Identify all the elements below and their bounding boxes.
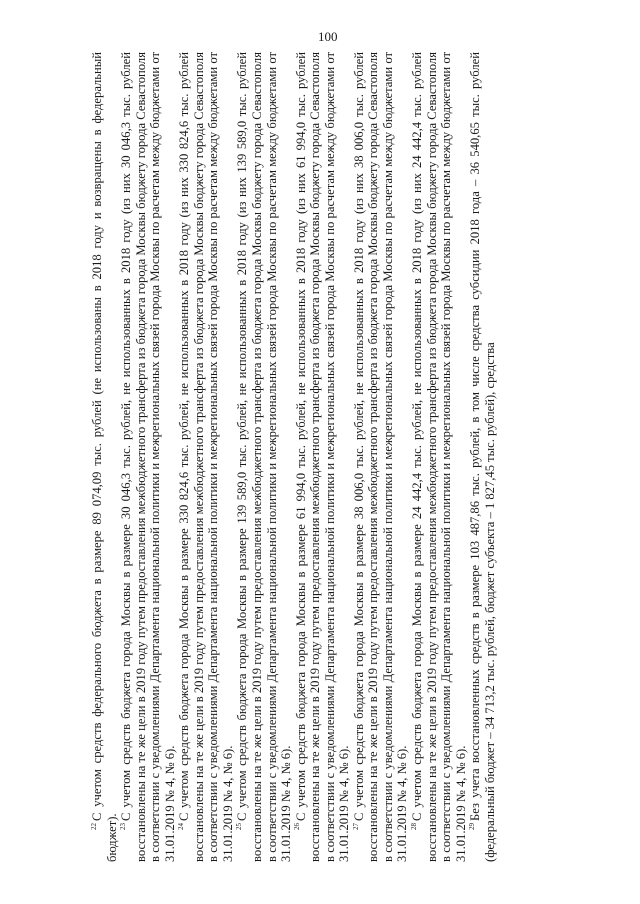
footnote-29 — [468, 52, 497, 862]
footnote-24 — [177, 52, 235, 862]
footnotes-block — [90, 52, 560, 862]
footnote-28 — [410, 52, 468, 862]
footnote-number: 28 — [409, 823, 418, 830]
footnote-26 — [294, 52, 352, 862]
footnote-text: Без учета восстановленных средств в размере 103 487,86 тыс. рублей, в том числе средства субсидии 2018 года – 36 540,65 тыс. рублей (федеральный бюджет – 34 713,2 тыс. рублей, бюджет субъекта – 1 827,45 тыс. рублей), средства — [468, 52, 497, 862]
footnote-text: С учетом средств бюджета города Москвы в размере 139 589,0 тыс. рублей, не использованных в 2018 году (из них 139 589,0 тыс. рублей восстановлены на те же цели в 2019 году путем предоставления межбюджетного трансферта из бюджета города Москвы бюджету города Севастополя в соответствии с уведомлениями Департамента национальной политики и межрегиональных связей города Москвы по расчетам между бюджетами от 31.01.2019 № 4, № 6). — [235, 52, 294, 862]
footnote-23 — [119, 52, 177, 862]
footnote-text: С учетом средств бюджета города Москвы в размере 330 824,6 тыс. рублей, не использованных в 2018 году (из них 330 824,6 тыс. рублей восстановлены на те же цели в 2019 году путем предоставления межбюджетного трансферта из бюджета города Москвы бюджету города Севастополя в соответствии с уведомлениями Департамента национальной политики и межрегиональных связей города Москвы по расчетам между бюджетами от 31.01.2019 № 4, № 6). — [177, 52, 235, 862]
footnote-number: 23 — [118, 823, 127, 830]
footnote-text: С учетом средств бюджета города Москвы в размере 61 994,0 тыс. рублей, не использованных в 2018 году (из них 61 994,0 тыс. рублей восстановлены на те же цели в 2019 году путем предоставления межбюджетного трансферта из бюджета города Москвы бюджету города Севастополя в соответствии с уведомлениями Департамента национальной политики и межрегиональных связей города Москвы по расчетам между бюджетами от 31.01.2019 № 4, № 6). — [293, 52, 352, 862]
footnote-number: 25 — [235, 823, 244, 830]
footnote-22 — [90, 52, 119, 862]
footnote-text: С учетом средств бюджета города Москвы в размере 38 006,0 тыс. рублей, не использованных в 2018 году (из них 38 006,0 тыс. рублей восстановлены на те же цели в 2019 году путем предоставления межбюджетного трансферта из бюджета города Москвы бюджету города Севастополя в соответствии с уведомлениями Департамента национальной политики и межрегиональных связей города Москвы по расчетам между бюджетами от 31.01.2019 № 4, № 6). — [351, 52, 410, 862]
footnote-number: 22 — [89, 823, 98, 830]
footnote-number: 24 — [177, 823, 186, 830]
footnote-number: 26 — [293, 823, 302, 830]
page-number: 100 — [318, 29, 338, 44]
footnote-27 — [352, 52, 410, 862]
footnote-text: С учетом средств бюджета города Москвы в размере 30 046,3 тыс. рублей, не использованных в 2018 году (из них 30 046,3 тыс. рублей восстановлены на те же цели в 2019 году путем предоставления межбюджетного трансферта из бюджета города Москвы бюджету города Севастополя в соответствии с уведомлениями Департамента национальной политики и межрегиональных связей города Москвы по расчетам между бюджетами от 31.01.2019 № 4, № 6). — [119, 52, 177, 862]
footnote-25 — [235, 52, 293, 862]
footnote-number: 27 — [351, 823, 360, 830]
footnote-number: 29 — [468, 823, 477, 830]
footnote-text: С учетом средств бюджета города Москвы в размере 24 442,4 тыс. рублей, не использованных в 2018 году (из них 24 442,4 тыс. рублей восстановлены на те же цели в 2019 году путем предоставления межбюджетного трансферта из бюджета города Москвы бюджету города Севастополя в соответствии с уведомлениями Департамента национальной политики и межрегиональных связей города Москвы по расчетам между бюджетами от 31.01.2019 № 4, № 6). — [410, 52, 468, 862]
footnote-text: С учетом средств федерального бюджета в размере 89 074,09 тыс. рублей (не использованы в 2018 году и возвращены в федеральный бюджет). — [90, 52, 119, 862]
